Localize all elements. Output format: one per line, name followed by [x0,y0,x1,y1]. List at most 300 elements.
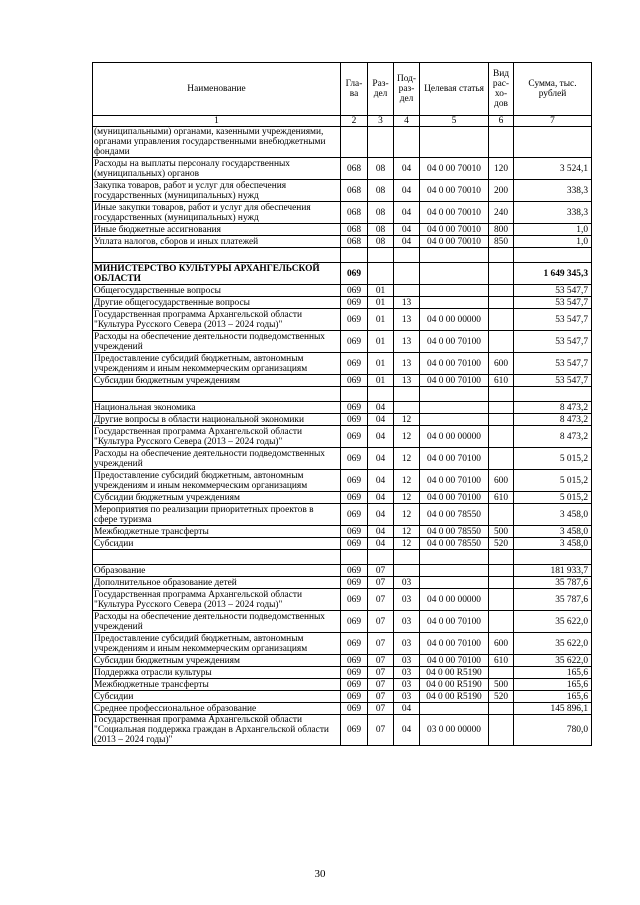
row-expense-type-cell [489,285,514,297]
row-sum-cell: 53 547,7 [514,353,592,375]
row-expense-type-cell [489,589,514,611]
row-razdel-cell: 08 [368,158,394,180]
row-target-article-cell [420,703,489,715]
row-sum-cell [514,127,592,158]
row-razdel-cell: 07 [368,703,394,715]
row-sum-cell: 35 622,0 [514,611,592,633]
table-row [93,426,592,448]
row-sum-cell: 780,0 [514,715,592,746]
row-podrazdel-cell: 03 [394,633,420,655]
row-glava-cell: 069 [341,691,368,703]
row-target-article-cell: 04 0 00 70010 [420,202,489,224]
row-name-cell: Предоставление субсидий бюджетным, автономным учреждениям и иным некоммерческим организациям [93,470,341,492]
row-expense-type-cell [489,248,514,263]
row-sum-cell: 165,6 [514,667,592,679]
row-target-article-cell [420,387,489,402]
row-expense-type-cell [489,577,514,589]
table-row [93,248,592,263]
table-row [93,414,592,426]
table-row [93,538,592,550]
row-podrazdel-cell: 12 [394,448,420,470]
row-expense-type-cell: 600 [489,470,514,492]
row-sum-cell: 5 015,2 [514,492,592,504]
row-sum-cell: 53 547,7 [514,375,592,387]
row-razdel-cell: 01 [368,309,394,331]
row-target-article-cell [420,297,489,309]
row-sum-cell: 338,3 [514,202,592,224]
row-expense-type-cell: 600 [489,353,514,375]
table-row [93,633,592,655]
row-podrazdel-cell [394,285,420,297]
row-sum-cell: 181 933,7 [514,565,592,577]
row-sum-cell: 35 787,6 [514,589,592,611]
row-sum-cell: 5 015,2 [514,470,592,492]
row-target-article-cell: 04 0 00 R5190 [420,667,489,679]
row-expense-type-cell: 500 [489,526,514,538]
row-target-article-cell: 04 0 00 00000 [420,309,489,331]
row-sum-cell: 8 473,2 [514,402,592,414]
row-razdel-cell: 07 [368,715,394,746]
row-sum-cell: 3 524,1 [514,158,592,180]
row-glava-cell: 068 [341,158,368,180]
row-target-article-cell [420,577,489,589]
row-razdel-cell: 04 [368,538,394,550]
row-target-article-cell [420,402,489,414]
row-expense-type-cell [489,565,514,577]
row-podrazdel-cell: 04 [394,158,420,180]
table-row [93,589,592,611]
row-podrazdel-cell: 03 [394,691,420,703]
row-target-article-cell [420,565,489,577]
row-podrazdel-cell [394,387,420,402]
row-razdel-cell: 01 [368,285,394,297]
row-name-cell: Субсидии бюджетным учреждениям [93,492,341,504]
row-target-article-cell: 03 0 00 00000 [420,715,489,746]
row-podrazdel-cell [394,263,420,285]
row-name-cell: Национальная экономика [93,402,341,414]
row-target-article-cell: 04 0 00 70010 [420,236,489,248]
row-glava-cell: 069 [341,331,368,353]
row-podrazdel-cell: 03 [394,589,420,611]
row-razdel-cell: 08 [368,224,394,236]
row-name-cell: Расходы на обеспечение деятельности подведомственных учреждений [93,448,341,470]
table-row [93,715,592,746]
row-glava-cell: 069 [341,426,368,448]
column-number: 2 [341,116,368,127]
row-name-cell [93,387,341,402]
row-name-cell: Расходы на выплаты персоналу государственных (муниципальных) органов [93,158,341,180]
row-sum-cell: 165,6 [514,691,592,703]
row-name-cell: Поддержка отрасли культуры [93,667,341,679]
row-glava-cell: 069 [341,655,368,667]
table-row [93,448,592,470]
table-row [93,202,592,224]
row-target-article-cell: 04 0 00 R5190 [420,679,489,691]
row-name-cell: Субсидии бюджетным учреждениям [93,375,341,387]
row-name-cell: Расходы на обеспечение деятельности подведомственных учреждений [93,331,341,353]
row-name-cell: Мероприятия по реализации приоритетных проектов в сфере туризма [93,504,341,526]
row-target-article-cell: 04 0 00 70100 [420,611,489,633]
row-sum-cell: 8 473,2 [514,426,592,448]
row-name-cell: Среднее профессиональное образование [93,703,341,715]
column-number: 5 [420,116,489,127]
row-expense-type-cell: 520 [489,691,514,703]
row-expense-type-cell [489,426,514,448]
table-body [93,127,592,746]
row-glava-cell: 069 [341,703,368,715]
row-razdel-cell: 01 [368,375,394,387]
row-sum-cell [514,387,592,402]
table-row [93,565,592,577]
row-sum-cell [514,550,592,565]
row-razdel-cell [368,387,394,402]
table-row [93,526,592,538]
row-target-article-cell: 04 0 00 70010 [420,158,489,180]
row-name-cell: Дополнительное образование детей [93,577,341,589]
table-row [93,353,592,375]
table-row [93,331,592,353]
row-glava-cell: 068 [341,224,368,236]
row-glava-cell: 069 [341,577,368,589]
row-expense-type-cell [489,448,514,470]
table-row [93,158,592,180]
header-row [93,63,592,116]
row-razdel-cell [368,550,394,565]
row-name-cell: Субсидии [93,538,341,550]
table-row [93,127,592,158]
row-target-article-cell [420,414,489,426]
row-name-cell: Иные бюджетные ассигнования [93,224,341,236]
row-glava-cell: 069 [341,297,368,309]
row-name-cell: МИНИСТЕРСТВО КУЛЬТУРЫ АРХАНГЕЛЬСКОЙ ОБЛАСТИ [93,263,341,285]
row-expense-type-cell: 500 [489,679,514,691]
row-razdel-cell: 04 [368,426,394,448]
row-podrazdel-cell: 12 [394,414,420,426]
header-name: Наименование [93,63,341,116]
row-razdel-cell: 04 [368,448,394,470]
row-target-article-cell: 04 0 00 78550 [420,504,489,526]
row-name-cell [93,550,341,565]
row-glava-cell: 069 [341,538,368,550]
row-razdel-cell: 04 [368,414,394,426]
row-expense-type-cell [489,667,514,679]
row-name-cell: Расходы на обеспечение деятельности подведомственных учреждений [93,611,341,633]
row-name-cell: Государственная программа Архангельской области "Культура Русского Севера (2013 – 2024 годы)" [93,426,341,448]
row-glava-cell: 069 [341,526,368,538]
column-number: 7 [514,116,592,127]
row-podrazdel-cell: 04 [394,180,420,202]
row-name-cell [93,248,341,263]
row-podrazdel-cell [394,550,420,565]
row-glava-cell: 069 [341,375,368,387]
row-sum-cell: 1 649 345,3 [514,263,592,285]
row-expense-type-cell [489,263,514,285]
row-razdel-cell: 04 [368,402,394,414]
row-expense-type-cell: 800 [489,224,514,236]
row-sum-cell: 53 547,7 [514,331,592,353]
row-glava-cell: 069 [341,565,368,577]
row-expense-type-cell [489,331,514,353]
row-razdel-cell [368,127,394,158]
row-podrazdel-cell [394,565,420,577]
row-podrazdel-cell: 13 [394,353,420,375]
row-sum-cell: 53 547,7 [514,297,592,309]
header-glava: Гла-ва [341,63,368,116]
row-razdel-cell: 04 [368,470,394,492]
row-expense-type-cell [489,297,514,309]
row-name-cell: Другие вопросы в области национальной экономики [93,414,341,426]
row-podrazdel-cell: 04 [394,703,420,715]
row-name-cell: Другие общегосударственные вопросы [93,297,341,309]
row-razdel-cell [368,263,394,285]
row-glava-cell: 069 [341,309,368,331]
table-row [93,236,592,248]
row-sum-cell: 338,3 [514,180,592,202]
row-target-article-cell: 04 0 00 00000 [420,589,489,611]
table-row [93,402,592,414]
row-razdel-cell: 07 [368,611,394,633]
row-expense-type-cell: 850 [489,236,514,248]
row-sum-cell: 5 015,2 [514,448,592,470]
row-podrazdel-cell: 04 [394,224,420,236]
row-name-cell: Субсидии бюджетным учреждениям [93,655,341,667]
column-number: 1 [93,116,341,127]
budget-table [92,62,592,746]
row-name-cell: Межбюджетные трансферты [93,526,341,538]
row-glava-cell: 069 [341,353,368,375]
row-sum-cell [514,248,592,263]
row-podrazdel-cell [394,127,420,158]
row-expense-type-cell [489,402,514,414]
table-row [93,309,592,331]
row-razdel-cell: 01 [368,353,394,375]
row-glava-cell: 068 [341,180,368,202]
row-target-article-cell: 04 0 00 78550 [420,526,489,538]
row-razdel-cell: 07 [368,565,394,577]
table-row [93,667,592,679]
row-razdel-cell: 07 [368,679,394,691]
row-name-cell: Уплата налогов, сборов и иных платежей [93,236,341,248]
row-glava-cell: 069 [341,715,368,746]
row-target-article-cell: 04 0 00 00000 [420,426,489,448]
row-podrazdel-cell: 03 [394,655,420,667]
row-sum-cell: 1,0 [514,236,592,248]
table-row [93,611,592,633]
row-glava-cell: 069 [341,611,368,633]
row-target-article-cell: 04 0 00 70100 [420,448,489,470]
row-razdel-cell: 08 [368,202,394,224]
row-expense-type-cell [489,127,514,158]
row-name-cell: Субсидии [93,691,341,703]
row-podrazdel-cell: 12 [394,470,420,492]
row-podrazdel-cell: 03 [394,577,420,589]
row-glava-cell: 069 [341,504,368,526]
row-expense-type-cell [489,715,514,746]
row-name-cell: Государственная программа Архангельской области "Культура Русского Севера (2013 – 2024 годы)" [93,589,341,611]
row-name-cell: Государственная программа Архангельской области "Социальная поддержка граждан в Архангельской области (2013 – 2024 годы)" [93,715,341,746]
row-expense-type-cell [489,550,514,565]
row-sum-cell: 3 458,0 [514,526,592,538]
row-sum-cell: 3 458,0 [514,504,592,526]
row-name-cell: Государственная программа Архангельской области "Культура Русского Севера (2013 – 2024 годы)" [93,309,341,331]
row-sum-cell: 35 622,0 [514,655,592,667]
row-sum-cell: 35 622,0 [514,633,592,655]
row-target-article-cell: 04 0 00 78550 [420,538,489,550]
table-row [93,375,592,387]
row-glava-cell: 069 [341,589,368,611]
row-glava-cell: 069 [341,448,368,470]
row-podrazdel-cell [394,248,420,263]
row-expense-type-cell: 240 [489,202,514,224]
table-row [93,550,592,565]
table-row [93,297,592,309]
row-expense-type-cell: 120 [489,158,514,180]
row-podrazdel-cell: 03 [394,679,420,691]
row-target-article-cell: 04 0 00 70010 [420,224,489,236]
row-glava-cell [341,550,368,565]
row-name-cell: Общегосударственные вопросы [93,285,341,297]
row-expense-type-cell: 610 [489,492,514,504]
row-expense-type-cell [489,387,514,402]
row-podrazdel-cell: 04 [394,202,420,224]
row-glava-cell: 069 [341,667,368,679]
row-podrazdel-cell: 12 [394,492,420,504]
table-row [93,679,592,691]
row-sum-cell: 1,0 [514,224,592,236]
header-target-article: Целевая статья [420,63,489,116]
row-name-cell: (муниципальными) органами, казенными учреждениями, органами управления государственными внебюджетными фондами [93,127,341,158]
table-row [93,285,592,297]
row-podrazdel-cell: 04 [394,715,420,746]
row-razdel-cell: 04 [368,492,394,504]
row-glava-cell: 069 [341,414,368,426]
row-expense-type-cell: 200 [489,180,514,202]
row-expense-type-cell: 520 [489,538,514,550]
header-razdel: Раз-дел [368,63,394,116]
row-podrazdel-cell [394,402,420,414]
row-glava-cell: 069 [341,285,368,297]
row-glava-cell [341,127,368,158]
row-target-article-cell: 04 0 00 70100 [420,375,489,387]
header-expense-type: Вид рас-хо-дов [489,63,514,116]
row-podrazdel-cell: 12 [394,538,420,550]
column-number: 4 [394,116,420,127]
table-row [93,504,592,526]
row-glava-cell [341,248,368,263]
row-target-article-cell: 04 0 00 70100 [420,633,489,655]
row-glava-cell: 069 [341,263,368,285]
row-glava-cell: 069 [341,470,368,492]
table-row [93,703,592,715]
row-podrazdel-cell: 13 [394,375,420,387]
row-expense-type-cell [489,309,514,331]
row-podrazdel-cell: 04 [394,236,420,248]
row-expense-type-cell: 610 [489,655,514,667]
row-name-cell: Закупка товаров, работ и услуг для обеспечения государственных (муниципальных) нужд [93,180,341,202]
header-sum: Сумма, тыс. рублей [514,63,592,116]
row-target-article-cell: 04 0 00 70100 [420,331,489,353]
row-expense-type-cell [489,611,514,633]
row-expense-type-cell [489,703,514,715]
row-name-cell: Образование [93,565,341,577]
row-sum-cell: 3 458,0 [514,538,592,550]
table-row [93,492,592,504]
row-podrazdel-cell: 13 [394,331,420,353]
row-sum-cell: 53 547,7 [514,309,592,331]
row-expense-type-cell [489,504,514,526]
row-expense-type-cell [489,414,514,426]
row-expense-type-cell: 610 [489,375,514,387]
row-target-article-cell [420,550,489,565]
row-target-article-cell [420,285,489,297]
table-row [93,387,592,402]
table-row [93,263,592,285]
column-number: 6 [489,116,514,127]
row-razdel-cell: 07 [368,691,394,703]
row-podrazdel-cell: 12 [394,526,420,538]
row-sum-cell: 145 896,1 [514,703,592,715]
row-name-cell: Предоставление субсидий бюджетным, автономным учреждениям и иным некоммерческим организациям [93,633,341,655]
row-target-article-cell: 04 0 00 R5190 [420,691,489,703]
table-row [93,180,592,202]
row-glava-cell: 069 [341,492,368,504]
row-podrazdel-cell: 03 [394,611,420,633]
row-podrazdel-cell: 13 [394,297,420,309]
row-razdel-cell: 04 [368,504,394,526]
row-target-article-cell [420,248,489,263]
table-row [93,655,592,667]
table-row [93,470,592,492]
row-razdel-cell: 08 [368,236,394,248]
row-glava-cell: 069 [341,679,368,691]
row-glava-cell: 068 [341,236,368,248]
row-name-cell: Предоставление субсидий бюджетным, автономным учреждениям и иным некоммерческим организациям [93,353,341,375]
row-glava-cell [341,387,368,402]
row-razdel-cell: 07 [368,667,394,679]
row-target-article-cell [420,263,489,285]
row-razdel-cell: 01 [368,297,394,309]
row-target-article-cell [420,127,489,158]
row-name-cell: Межбюджетные трансферты [93,679,341,691]
table-row [93,691,592,703]
row-podrazdel-cell: 13 [394,309,420,331]
row-razdel-cell: 08 [368,180,394,202]
row-sum-cell: 165,6 [514,679,592,691]
table-row [93,224,592,236]
column-number-row [93,116,592,127]
row-sum-cell: 8 473,2 [514,414,592,426]
row-target-article-cell: 04 0 00 70100 [420,655,489,667]
row-target-article-cell: 04 0 00 70010 [420,180,489,202]
row-razdel-cell: 07 [368,589,394,611]
row-razdel-cell: 07 [368,577,394,589]
row-target-article-cell: 04 0 00 70100 [420,470,489,492]
page-number: 30 [314,868,326,880]
column-number: 3 [368,116,394,127]
row-glava-cell: 069 [341,633,368,655]
row-target-article-cell: 04 0 00 70100 [420,353,489,375]
header-podrazdel: Под-раз-дел [394,63,420,116]
row-podrazdel-cell: 12 [394,504,420,526]
row-podrazdel-cell: 03 [394,667,420,679]
row-name-cell: Иные закупки товаров, работ и услуг для обеспечения государственных (муниципальных) нужд [93,202,341,224]
row-razdel-cell: 01 [368,331,394,353]
row-expense-type-cell: 600 [489,633,514,655]
row-razdel-cell [368,248,394,263]
row-glava-cell: 068 [341,202,368,224]
row-target-article-cell: 04 0 00 70100 [420,492,489,504]
row-glava-cell: 069 [341,402,368,414]
